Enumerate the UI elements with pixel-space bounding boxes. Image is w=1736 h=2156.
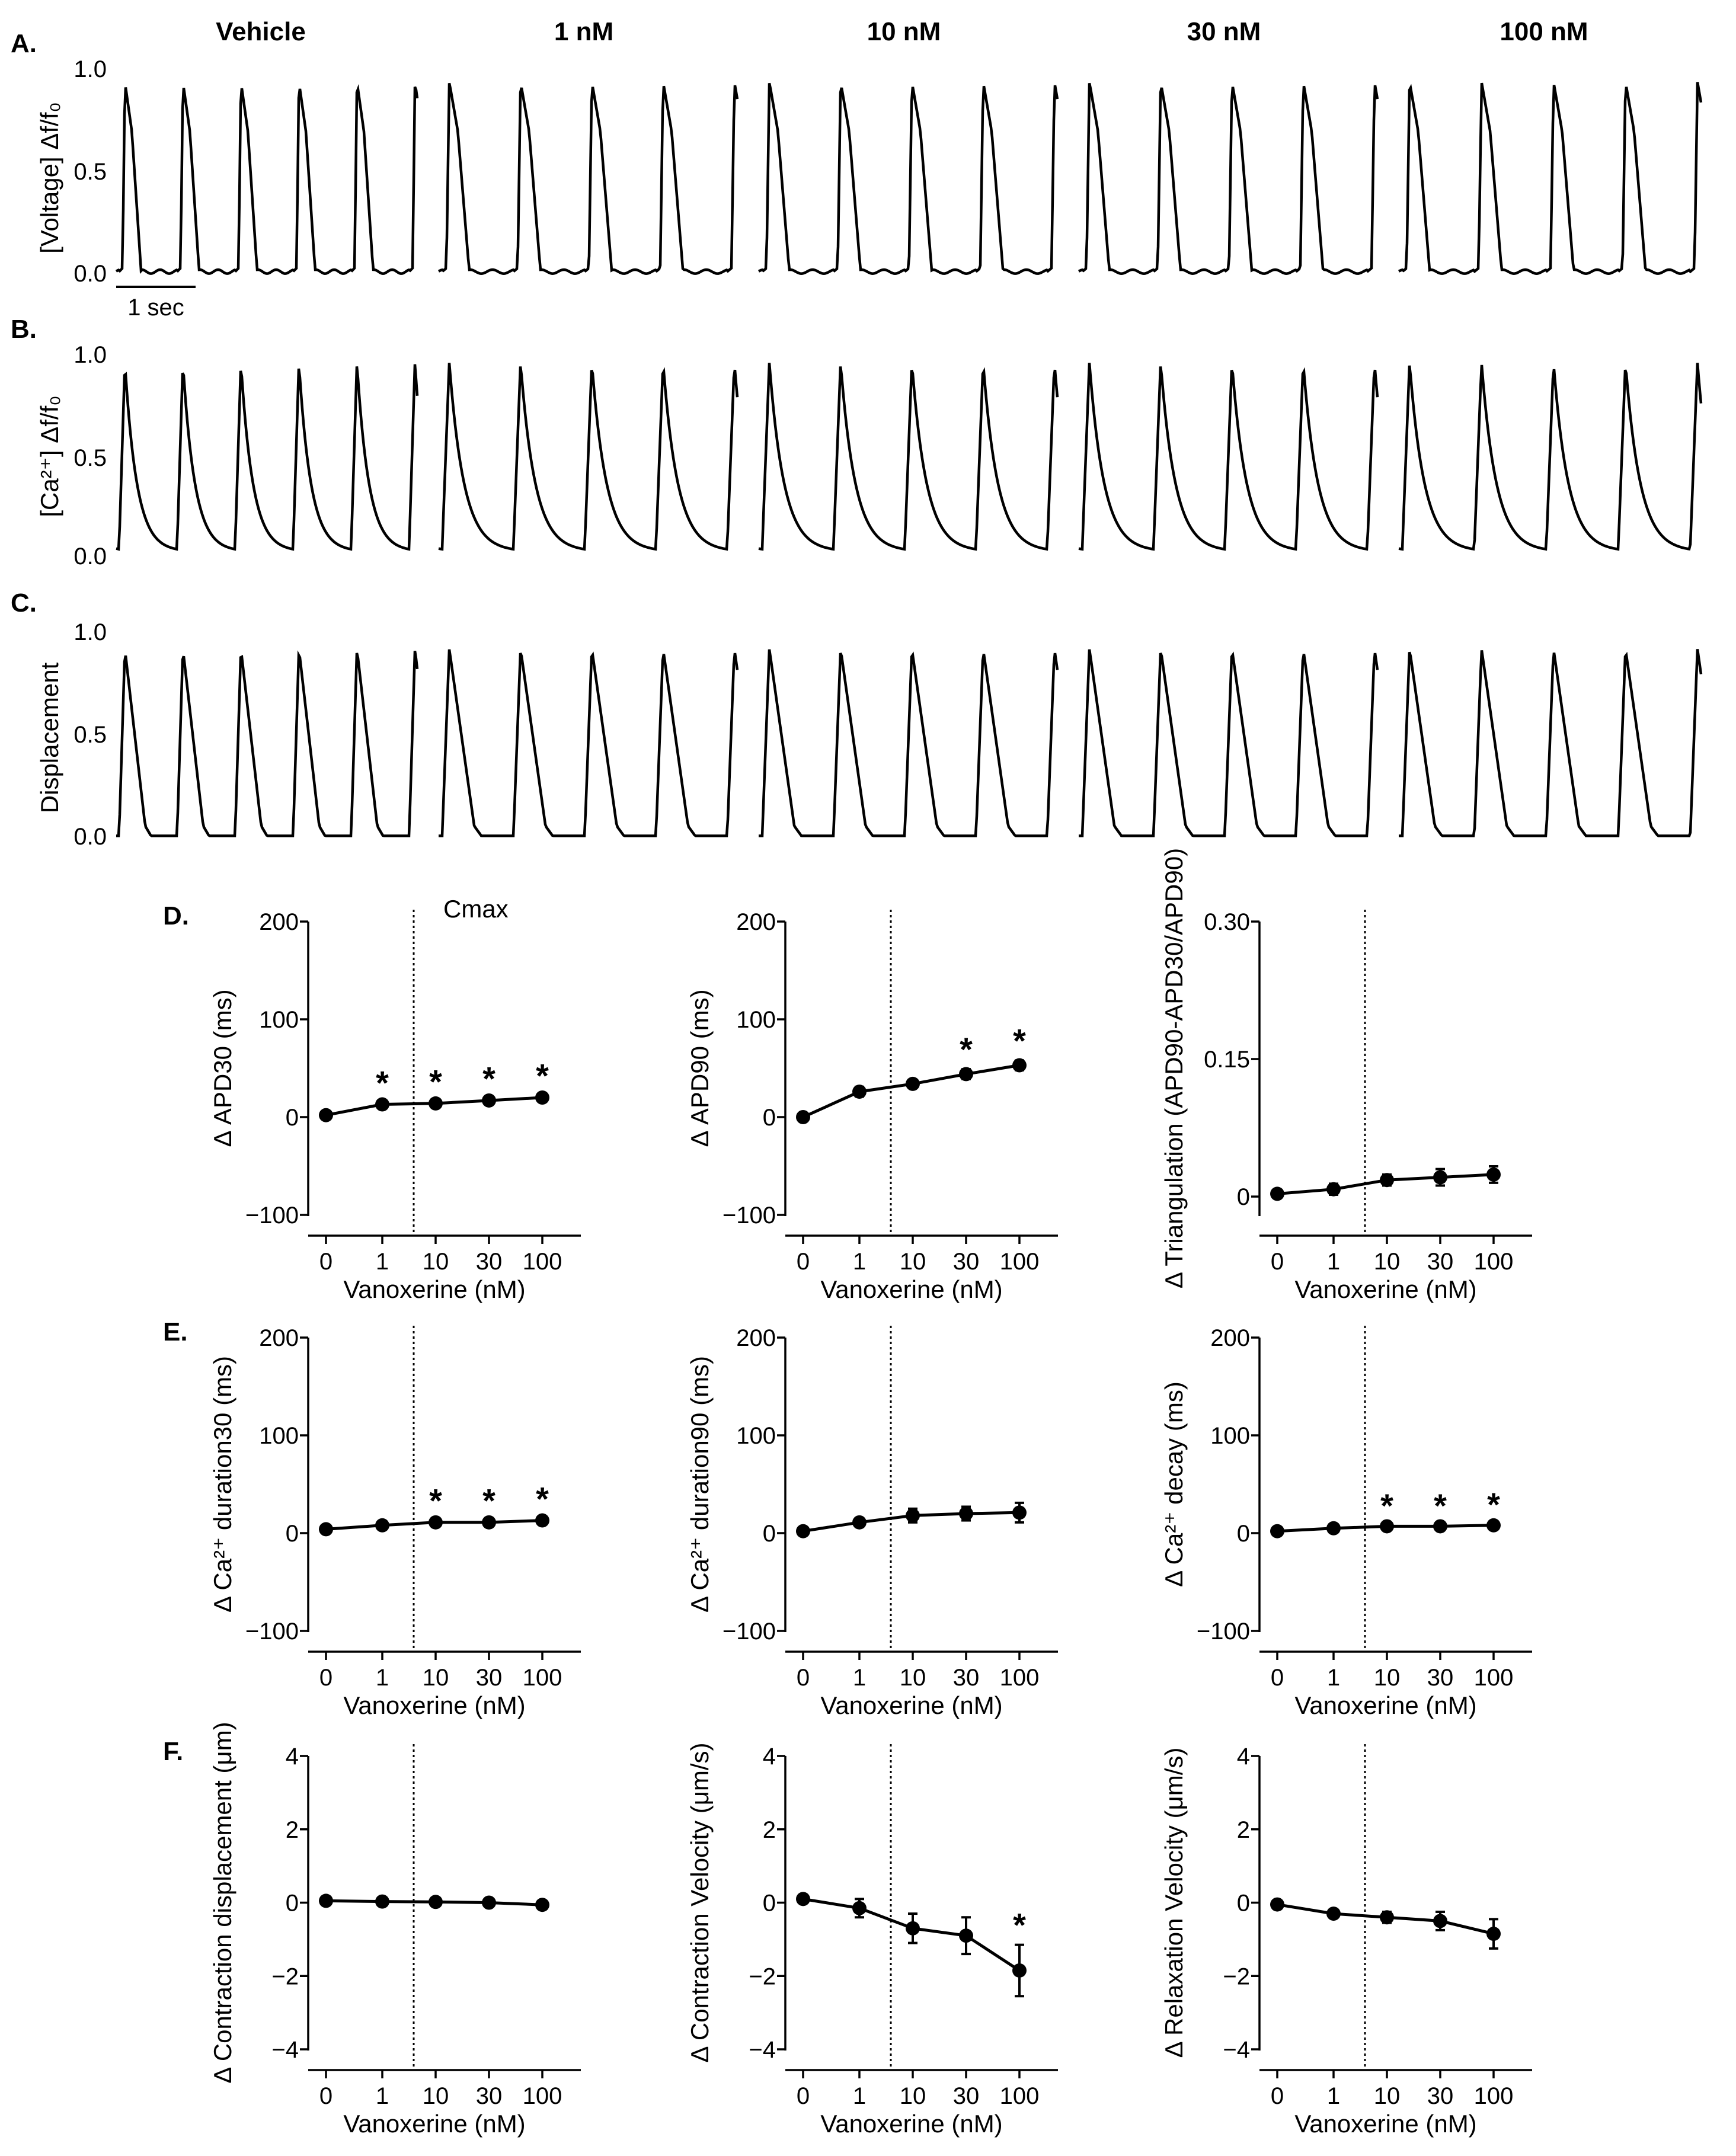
y-tick-label: 2 bbox=[1236, 1816, 1250, 1843]
significance-marker: * bbox=[1013, 1906, 1026, 1944]
x-tick-label: 30 bbox=[475, 1665, 503, 1691]
y-tick-label: 100 bbox=[736, 1007, 776, 1033]
significance-marker: * bbox=[536, 1057, 549, 1095]
trace-segment-calcium-3 bbox=[1079, 363, 1377, 549]
data-point bbox=[852, 1901, 867, 1915]
x-tick-label: 10 bbox=[899, 2083, 926, 2109]
y-tick-label: 0 bbox=[762, 1521, 776, 1547]
chart-1 bbox=[686, 909, 1058, 1303]
data-point bbox=[906, 1921, 920, 1936]
chart-2 bbox=[1160, 848, 1532, 1303]
y-tick-label: 200 bbox=[736, 1325, 776, 1351]
x-tick-label: 10 bbox=[422, 1665, 449, 1691]
trace-segment-voltage-3 bbox=[1079, 83, 1377, 273]
data-point bbox=[1433, 1914, 1447, 1928]
x-tick-label: 100 bbox=[999, 1665, 1040, 1691]
x-tick-label: 1 bbox=[852, 2083, 867, 2109]
x-axis-label: Vanoxerine (nM) bbox=[820, 2110, 1003, 2138]
data-point bbox=[796, 1524, 810, 1538]
x-tick-label: 10 bbox=[1373, 2083, 1401, 2109]
trace-segment-calcium-1 bbox=[439, 363, 737, 549]
data-point bbox=[319, 1108, 333, 1122]
y-tick-label: 200 bbox=[259, 909, 299, 935]
y-tick-label: 0.30 bbox=[1204, 909, 1250, 935]
condition-label-10nm: 10 nM bbox=[867, 17, 941, 46]
voltage-trace-panel bbox=[11, 29, 1701, 321]
x-tick-label: 0 bbox=[796, 1665, 810, 1691]
x-tick-label: 0 bbox=[796, 2083, 810, 2109]
data-point bbox=[1012, 1963, 1027, 1978]
displacement-ytick-1: 1.0 bbox=[73, 619, 107, 645]
displacement-trace-panel bbox=[11, 588, 1701, 850]
data-point bbox=[1012, 1505, 1027, 1520]
y-tick-label: −2 bbox=[271, 1963, 299, 1990]
data-point bbox=[1012, 1058, 1027, 1073]
x-tick-label: 30 bbox=[1427, 1249, 1454, 1275]
y-tick-label: 100 bbox=[736, 1423, 776, 1449]
calcium-ytick-0: 0.0 bbox=[73, 543, 107, 570]
y-tick-label: 0 bbox=[285, 1521, 299, 1547]
y-tick-label: 4 bbox=[762, 1744, 776, 1770]
significance-marker: * bbox=[482, 1482, 495, 1520]
cmax-label: Cmax bbox=[443, 895, 509, 923]
condition-label-100nm: 100 nM bbox=[1500, 17, 1588, 46]
trace-segment-voltage-4 bbox=[1399, 82, 1701, 274]
calcium-trace-ylabel: [Ca²⁺] Δf/f₀ bbox=[36, 395, 63, 517]
y-tick-label: −100 bbox=[722, 1202, 776, 1229]
x-axis-label: Vanoxerine (nM) bbox=[1294, 2110, 1477, 2138]
condition-labels bbox=[216, 17, 1588, 46]
data-point bbox=[1380, 1910, 1394, 1924]
x-tick-label: 0 bbox=[1270, 1665, 1284, 1691]
data-point bbox=[1326, 1182, 1341, 1197]
y-axis-label: Δ Ca²⁺ duration90 (ms) bbox=[686, 1355, 714, 1613]
significance-marker: * bbox=[1380, 1486, 1393, 1524]
panel-label-d: D. bbox=[163, 901, 189, 930]
y-tick-label: 4 bbox=[1236, 1744, 1250, 1770]
chart-5 bbox=[1160, 1325, 1532, 1719]
voltage-trace-ylabel: [Voltage] Δf/f₀ bbox=[36, 102, 63, 254]
y-tick-label: 100 bbox=[1210, 1423, 1250, 1449]
x-tick-label: 10 bbox=[899, 1249, 926, 1275]
chart-3 bbox=[209, 1325, 581, 1719]
x-axis-label: Vanoxerine (nM) bbox=[1294, 1275, 1477, 1303]
summary-charts bbox=[209, 848, 1532, 2138]
x-tick-label: 0 bbox=[796, 1249, 810, 1275]
y-axis-label: Δ Ca²⁺ decay (ms) bbox=[1160, 1381, 1188, 1587]
y-tick-label: 2 bbox=[285, 1816, 299, 1843]
x-axis-label: Vanoxerine (nM) bbox=[820, 1691, 1003, 1719]
displacement-ytick-0-5: 0.5 bbox=[73, 722, 107, 748]
y-tick-label: −100 bbox=[1196, 1618, 1250, 1645]
y-tick-label: 200 bbox=[1210, 1325, 1250, 1351]
voltage-trace-waveforms bbox=[116, 82, 1701, 274]
data-point bbox=[375, 1518, 389, 1533]
significance-marker: * bbox=[1013, 1022, 1026, 1060]
x-tick-label: 100 bbox=[999, 1249, 1040, 1275]
chart-8 bbox=[1160, 1744, 1532, 2138]
data-point bbox=[1270, 1186, 1284, 1201]
x-axis-label: Vanoxerine (nM) bbox=[343, 2110, 526, 2138]
y-tick-label: 200 bbox=[736, 909, 776, 935]
trace-segment-voltage-2 bbox=[759, 83, 1057, 273]
voltage-ytick-0: 0.0 bbox=[73, 261, 107, 287]
trace-segment-voltage-1 bbox=[439, 83, 737, 273]
trace-segment-displacement-4 bbox=[1399, 649, 1701, 836]
calcium-trace-panel bbox=[11, 315, 1701, 570]
data-point bbox=[375, 1895, 389, 1909]
chart-0 bbox=[209, 909, 581, 1303]
data-point bbox=[1270, 1524, 1284, 1538]
y-tick-label: −4 bbox=[749, 2037, 776, 2063]
chart-7 bbox=[686, 1742, 1058, 2138]
data-point bbox=[1380, 1173, 1394, 1187]
x-tick-label: 10 bbox=[899, 1665, 926, 1691]
y-tick-label: 0 bbox=[762, 1890, 776, 1917]
x-tick-label: 30 bbox=[475, 1249, 503, 1275]
trace-segment-voltage-0 bbox=[116, 87, 417, 274]
y-axis-label: Δ Contraction Velocity (μm/s) bbox=[686, 1742, 714, 2063]
x-tick-label: 100 bbox=[1473, 1249, 1514, 1275]
condition-label-1nm: 1 nM bbox=[554, 17, 614, 46]
trace-segment-calcium-0 bbox=[116, 364, 417, 549]
displacement-trace-waveforms bbox=[116, 649, 1701, 836]
data-point bbox=[906, 1077, 920, 1091]
voltage-ytick-1: 1.0 bbox=[73, 56, 107, 82]
data-point bbox=[319, 1893, 333, 1908]
data-point bbox=[796, 1892, 810, 1906]
x-tick-label: 100 bbox=[999, 2083, 1040, 2109]
data-point bbox=[482, 1896, 496, 1910]
data-point bbox=[1326, 1907, 1341, 1921]
calcium-ytick-1: 1.0 bbox=[73, 342, 107, 368]
y-tick-label: −2 bbox=[749, 1963, 776, 1990]
y-tick-label: −100 bbox=[245, 1618, 299, 1645]
data-point bbox=[535, 1898, 549, 1912]
x-tick-label: 1 bbox=[852, 1249, 867, 1275]
data-point bbox=[319, 1522, 333, 1536]
data-point bbox=[429, 1895, 443, 1909]
x-tick-label: 100 bbox=[522, 1249, 562, 1275]
significance-marker: * bbox=[1487, 1486, 1500, 1524]
calcium-trace-waveforms bbox=[116, 363, 1701, 549]
y-tick-label: 0 bbox=[1236, 1890, 1250, 1917]
voltage-ytick-0-5: 0.5 bbox=[73, 159, 107, 185]
x-tick-label: 1 bbox=[852, 1665, 867, 1691]
y-axis-label: Δ Triangulation (APD90-APD30/APD90) bbox=[1160, 847, 1188, 1289]
x-tick-label: 30 bbox=[952, 1665, 980, 1691]
y-tick-label: 100 bbox=[259, 1423, 299, 1449]
y-tick-label: 0 bbox=[762, 1105, 776, 1131]
y-tick-label: 0 bbox=[1236, 1184, 1250, 1211]
significance-marker: * bbox=[429, 1482, 442, 1520]
data-point bbox=[1326, 1521, 1341, 1536]
panel-label-a: A. bbox=[11, 29, 37, 58]
y-axis-label: Δ APD90 (ms) bbox=[686, 989, 714, 1147]
x-axis-label: Vanoxerine (nM) bbox=[343, 1275, 526, 1303]
significance-marker: * bbox=[536, 1480, 549, 1518]
trace-segment-displacement-3 bbox=[1079, 650, 1377, 836]
x-tick-label: 0 bbox=[1270, 1249, 1284, 1275]
x-tick-label: 0 bbox=[319, 1665, 333, 1691]
x-tick-label: 100 bbox=[522, 2083, 562, 2109]
data-point bbox=[959, 1067, 973, 1081]
data-point bbox=[1486, 1927, 1501, 1941]
trace-segment-displacement-1 bbox=[439, 650, 737, 836]
panel-label-e: E. bbox=[163, 1317, 188, 1346]
significance-marker: * bbox=[429, 1063, 442, 1101]
y-tick-label: 0 bbox=[285, 1890, 299, 1917]
y-tick-label: 0 bbox=[285, 1105, 299, 1131]
condition-label-vehicle: Vehicle bbox=[216, 17, 306, 46]
time-scale-bar-label: 1 sec bbox=[127, 295, 184, 321]
y-tick-label: −100 bbox=[722, 1618, 776, 1645]
x-axis-label: Vanoxerine (nM) bbox=[1294, 1691, 1477, 1719]
x-tick-label: 100 bbox=[1473, 2083, 1514, 2109]
x-tick-label: 10 bbox=[422, 1249, 449, 1275]
y-tick-label: −4 bbox=[271, 2037, 299, 2063]
panel-label-f: F. bbox=[163, 1737, 184, 1766]
x-tick-label: 0 bbox=[319, 2083, 333, 2109]
y-axis-label: Δ Relaxation Velocity (μm/s) bbox=[1160, 1747, 1188, 2058]
data-point bbox=[852, 1085, 867, 1099]
x-tick-label: 100 bbox=[522, 1665, 562, 1691]
chart-4 bbox=[686, 1325, 1058, 1719]
y-tick-label: 100 bbox=[259, 1007, 299, 1033]
data-point bbox=[959, 1506, 973, 1521]
series-line bbox=[803, 1066, 1019, 1118]
x-tick-label: 30 bbox=[475, 2083, 503, 2109]
x-tick-label: 1 bbox=[1326, 1249, 1341, 1275]
significance-marker: * bbox=[960, 1031, 973, 1069]
panel-label-b: B. bbox=[11, 315, 37, 344]
y-axis-label: Δ Ca²⁺ duration30 (ms) bbox=[209, 1355, 236, 1613]
x-tick-label: 10 bbox=[422, 2083, 449, 2109]
x-tick-label: 30 bbox=[1427, 2083, 1454, 2109]
x-tick-label: 0 bbox=[1270, 2083, 1284, 2109]
y-tick-label: −100 bbox=[245, 1202, 299, 1229]
x-tick-label: 30 bbox=[952, 2083, 980, 2109]
x-tick-label: 30 bbox=[1427, 1665, 1454, 1691]
significance-marker: * bbox=[482, 1060, 495, 1098]
y-tick-label: −2 bbox=[1223, 1963, 1250, 1990]
y-axis-label: Δ APD30 (ms) bbox=[209, 989, 236, 1147]
panel-label-c: C. bbox=[11, 588, 37, 618]
condition-label-30nm: 30 nM bbox=[1187, 17, 1261, 46]
data-point bbox=[852, 1515, 867, 1530]
y-tick-label: −4 bbox=[1223, 2037, 1250, 2063]
data-point bbox=[1270, 1898, 1284, 1912]
x-tick-label: 1 bbox=[1326, 1665, 1341, 1691]
y-tick-label: 0.15 bbox=[1204, 1047, 1250, 1073]
y-tick-label: 4 bbox=[285, 1744, 299, 1770]
x-tick-label: 1 bbox=[375, 1249, 389, 1275]
chart-6 bbox=[209, 1722, 581, 2138]
x-tick-label: 1 bbox=[1326, 2083, 1341, 2109]
trace-segment-displacement-2 bbox=[759, 650, 1057, 836]
displacement-trace-ylabel: Displacement bbox=[36, 662, 63, 814]
x-tick-label: 10 bbox=[1373, 1249, 1401, 1275]
y-tick-label: 2 bbox=[762, 1816, 776, 1843]
data-point bbox=[796, 1110, 810, 1124]
displacement-ytick-0: 0.0 bbox=[73, 824, 107, 850]
data-point bbox=[959, 1928, 973, 1943]
x-axis-label: Vanoxerine (nM) bbox=[820, 1275, 1003, 1303]
x-tick-label: 30 bbox=[952, 1249, 980, 1275]
x-tick-label: 0 bbox=[319, 1249, 333, 1275]
x-tick-label: 1 bbox=[375, 1665, 389, 1691]
y-tick-label: 0 bbox=[1236, 1521, 1250, 1547]
x-axis-label: Vanoxerine (nM) bbox=[343, 1691, 526, 1719]
x-tick-label: 10 bbox=[1373, 1665, 1401, 1691]
x-tick-label: 1 bbox=[375, 2083, 389, 2109]
data-point bbox=[1486, 1167, 1501, 1182]
trace-segment-calcium-4 bbox=[1399, 363, 1701, 549]
significance-marker: * bbox=[376, 1064, 389, 1102]
y-tick-label: 200 bbox=[259, 1325, 299, 1351]
x-tick-label: 100 bbox=[1473, 1665, 1514, 1691]
trace-segment-calcium-2 bbox=[759, 363, 1057, 549]
data-point bbox=[1433, 1170, 1447, 1185]
significance-marker: * bbox=[1434, 1486, 1447, 1524]
calcium-ytick-0-5: 0.5 bbox=[73, 445, 107, 471]
trace-segment-displacement-0 bbox=[116, 651, 417, 836]
y-axis-label: Δ Contraction displacement (μm) bbox=[209, 1722, 236, 2084]
data-point bbox=[906, 1508, 920, 1522]
